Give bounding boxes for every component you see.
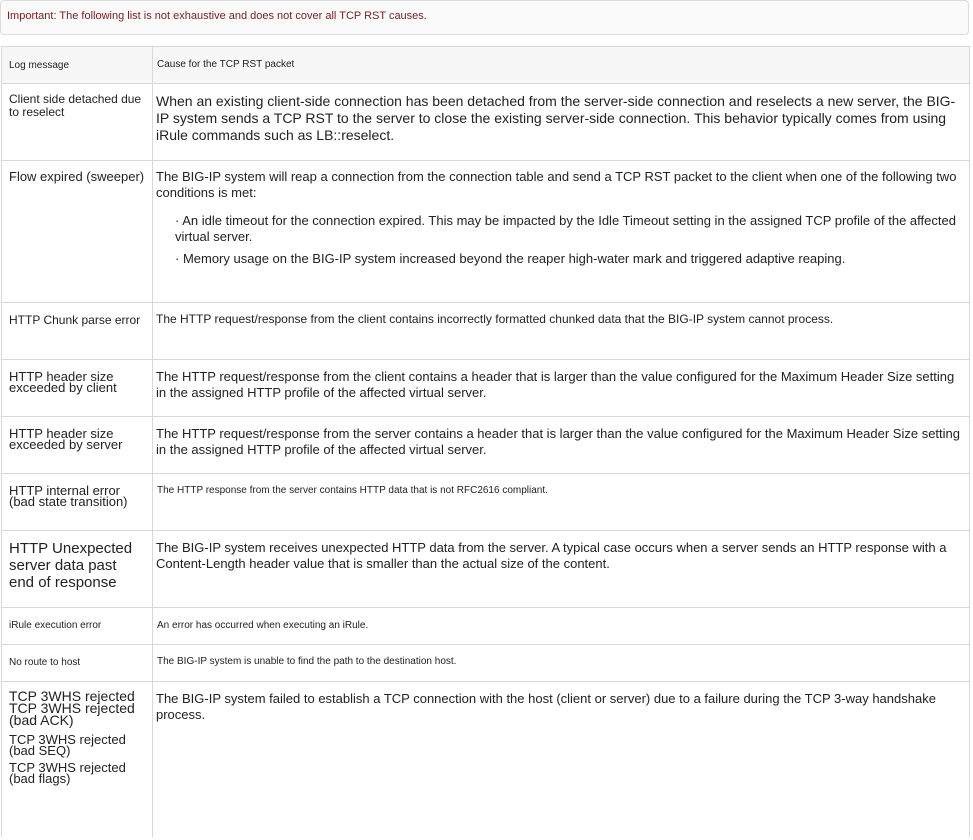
- table-row: [2, 360, 970, 417]
- header-cell-log-message: [2, 47, 153, 84]
- log-message: Client side detached due to reselect: [9, 92, 142, 119]
- cause-text: The HTTP request/response from the client contains a header that is larger than the value configured for the Maximum Header Size setting in the assigned HTTP profile of the affected virtual server.: [156, 369, 955, 400]
- log-message: Flow expired (sweeper): [9, 169, 145, 184]
- cause-text: The HTTP request/response from the client contains incorrectly formatted chunked data that the BIG-IP system cannot process.: [156, 312, 834, 326]
- header-label-log-message: Log message: [9, 60, 70, 71]
- list-item: · An idle timeout for the connection expired. This may be impacted by the Idle Timeout setting in the assigned TCP profile of the affected virtual server.: [175, 213, 956, 244]
- log-message: TCP 3WHS rejected TCP 3WHS rejected (bad ACK): [9, 688, 135, 728]
- tcp-rst-causes-table: [1, 46, 970, 837]
- cause-text: The BIG-IP system is unable to find the path to the destination host.: [157, 656, 457, 667]
- cause-text: The BIG-IP system receives unexpected HTTP data from the server. A typical case occurs when a server sends an HTTP response with a Content-Length header value that is smaller than the actual size of the content.: [156, 540, 947, 571]
- table-row: [2, 417, 970, 474]
- header-cell-cause: [153, 47, 970, 84]
- important-note: Important: The following list is not exhaustive and does not cover all TCP RST causes.: [0, 0, 969, 35]
- table-row: [2, 303, 970, 360]
- log-message: TCP 3WHS rejected (bad SEQ): [9, 732, 126, 758]
- cause-text: The HTTP request/response from the server contains a header that is larger than the value configured for the Maximum Header Size setting in the assigned HTTP profile of the affected virtual server.: [156, 426, 961, 457]
- table-row: [2, 84, 970, 161]
- table-row: [2, 161, 970, 303]
- log-message: HTTP Chunk parse error: [9, 313, 141, 327]
- table-row: [2, 474, 970, 531]
- log-message: HTTP Unexpected server data past end of response: [9, 540, 133, 591]
- header-label-cause: Cause for the TCP RST packet: [157, 59, 295, 70]
- cause-text: The BIG-IP system will reap a connection from the connection table and send a TCP RST packet to the client when one of the following two conditions is met:: [156, 169, 957, 200]
- log-message: No route to host: [9, 657, 81, 668]
- cause-text: When an existing client-side connection has been detached from the server-side connection and reselects a new server, the BIG-IP system sends a TCP RST to the server to close the existing server-side connection. This behavior typically comes from using iRule commands such as LB::reselect.: [156, 93, 956, 143]
- cause-bullet-list: [153, 213, 969, 267]
- cause-text: The HTTP response from the server contains HTTP data that is not RFC2616 compliant.: [157, 485, 548, 496]
- log-message: iRule execution error: [9, 620, 102, 631]
- list-item: · Memory usage on the BIG-IP system increased beyond the reaper high-water mark and triggered adaptive reaping.: [175, 251, 846, 266]
- table-row: [2, 645, 970, 682]
- cause-text: The BIG-IP system failed to establish a TCP connection with the host (client or server) due to a failure during the TCP 3-way handshake process.: [156, 691, 936, 722]
- table-row: [2, 531, 970, 608]
- table-header-row: [2, 47, 970, 84]
- log-message: HTTP internal error (bad state transition): [9, 483, 128, 509]
- log-message: HTTP header size exceeded by client: [9, 369, 117, 395]
- table-row: [2, 682, 970, 837]
- cause-text: An error has occurred when executing an iRule.: [157, 620, 369, 631]
- log-message: HTTP header size exceeded by server: [9, 426, 123, 452]
- table-row: [2, 608, 970, 645]
- log-message: TCP 3WHS rejected (bad flags): [9, 760, 126, 786]
